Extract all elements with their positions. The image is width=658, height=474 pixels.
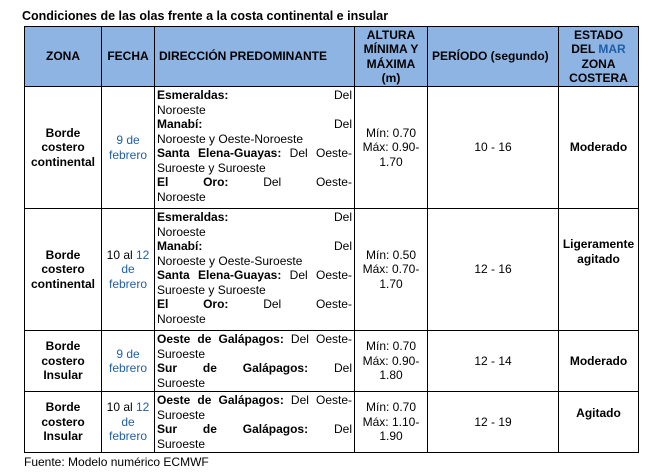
waves-table — [24, 26, 639, 453]
fecha-cell: 10 al 12 de febrero — [102, 209, 155, 331]
source-footer: Fuente: Modelo numérico ECMWF — [24, 455, 209, 469]
zona-cell: Borde costero continental — [25, 209, 102, 331]
direccion-cell: Oeste de Galápagos: Del Oeste- Suroeste Sur de Galápagos: Del Suroeste — [155, 392, 355, 453]
header-direccion: DIRECCIÓN PREDOMINANTE — [155, 27, 355, 87]
table-row — [25, 392, 639, 453]
table-row — [25, 209, 639, 331]
direccion-cell: Oeste de Galápagos: Del Oeste- Suroeste Sur de Galápagos: Del Suroeste — [155, 331, 355, 392]
zona-cell: Borde costero Insular — [25, 331, 102, 392]
estado-cell: Ligeramente agitado — [559, 209, 639, 331]
header-estado: ESTADO DEL MAR ZONA COSTERA — [559, 27, 639, 87]
periodo-cell: 12 - 14 — [428, 331, 559, 392]
header-row — [25, 27, 639, 87]
table-title: Condiciones de las olas frente a la costa continental e insular — [22, 9, 389, 23]
table-row — [25, 331, 639, 392]
altura-cell: Mín: 0.70 Máx: 1.10- 1.90 — [355, 392, 428, 453]
zona-cell: Borde costero Insular — [25, 392, 102, 453]
periodo-cell: 12 - 16 — [428, 209, 559, 331]
estado-cell: Moderado — [559, 87, 639, 209]
periodo-cell: 12 - 19 — [428, 392, 559, 453]
header-fecha: FECHA — [102, 27, 155, 87]
estado-cell: Agitado — [559, 392, 639, 453]
fecha-cell: 10 al 12 de febrero — [102, 392, 155, 453]
direccion-cell: Esmeraldas: Del Noroeste Manabí: Del Noroeste y Oeste-Noroeste Santa Elena-Guayas: Del Oeste- Suroeste y Suroeste El Oro: Del Oeste- Noroeste — [155, 87, 355, 209]
fecha-cell: 9 de febrero — [102, 331, 155, 392]
direccion-cell: Esmeraldas: Del Noroeste Manabí: Del Noroeste y Oeste-Suroeste Santa Elena-Guayas: Del Oeste- Suroeste y Suroeste El Oro: Del Oeste- Noroeste — [155, 209, 355, 331]
header-altura: ALTURA MÍNIMA Y MÁXIMA (m) — [355, 27, 428, 87]
altura-cell: Mín: 0.70 Máx: 0.90- 1.70 — [355, 87, 428, 209]
zona-cell: Borde costero continental — [25, 87, 102, 209]
header-periodo: PERÍODO (segundo) — [428, 27, 559, 87]
altura-cell: Mín: 0.70 Máx: 0.90- 1.80 — [355, 331, 428, 392]
table-row — [25, 87, 639, 209]
estado-cell: Moderado — [559, 331, 639, 392]
altura-cell: Mín: 0.50 Máx: 0.70- 1.70 — [355, 209, 428, 331]
periodo-cell: 10 - 16 — [428, 87, 559, 209]
fecha-cell: 9 de febrero — [102, 87, 155, 209]
header-zona: ZONA — [25, 27, 102, 87]
